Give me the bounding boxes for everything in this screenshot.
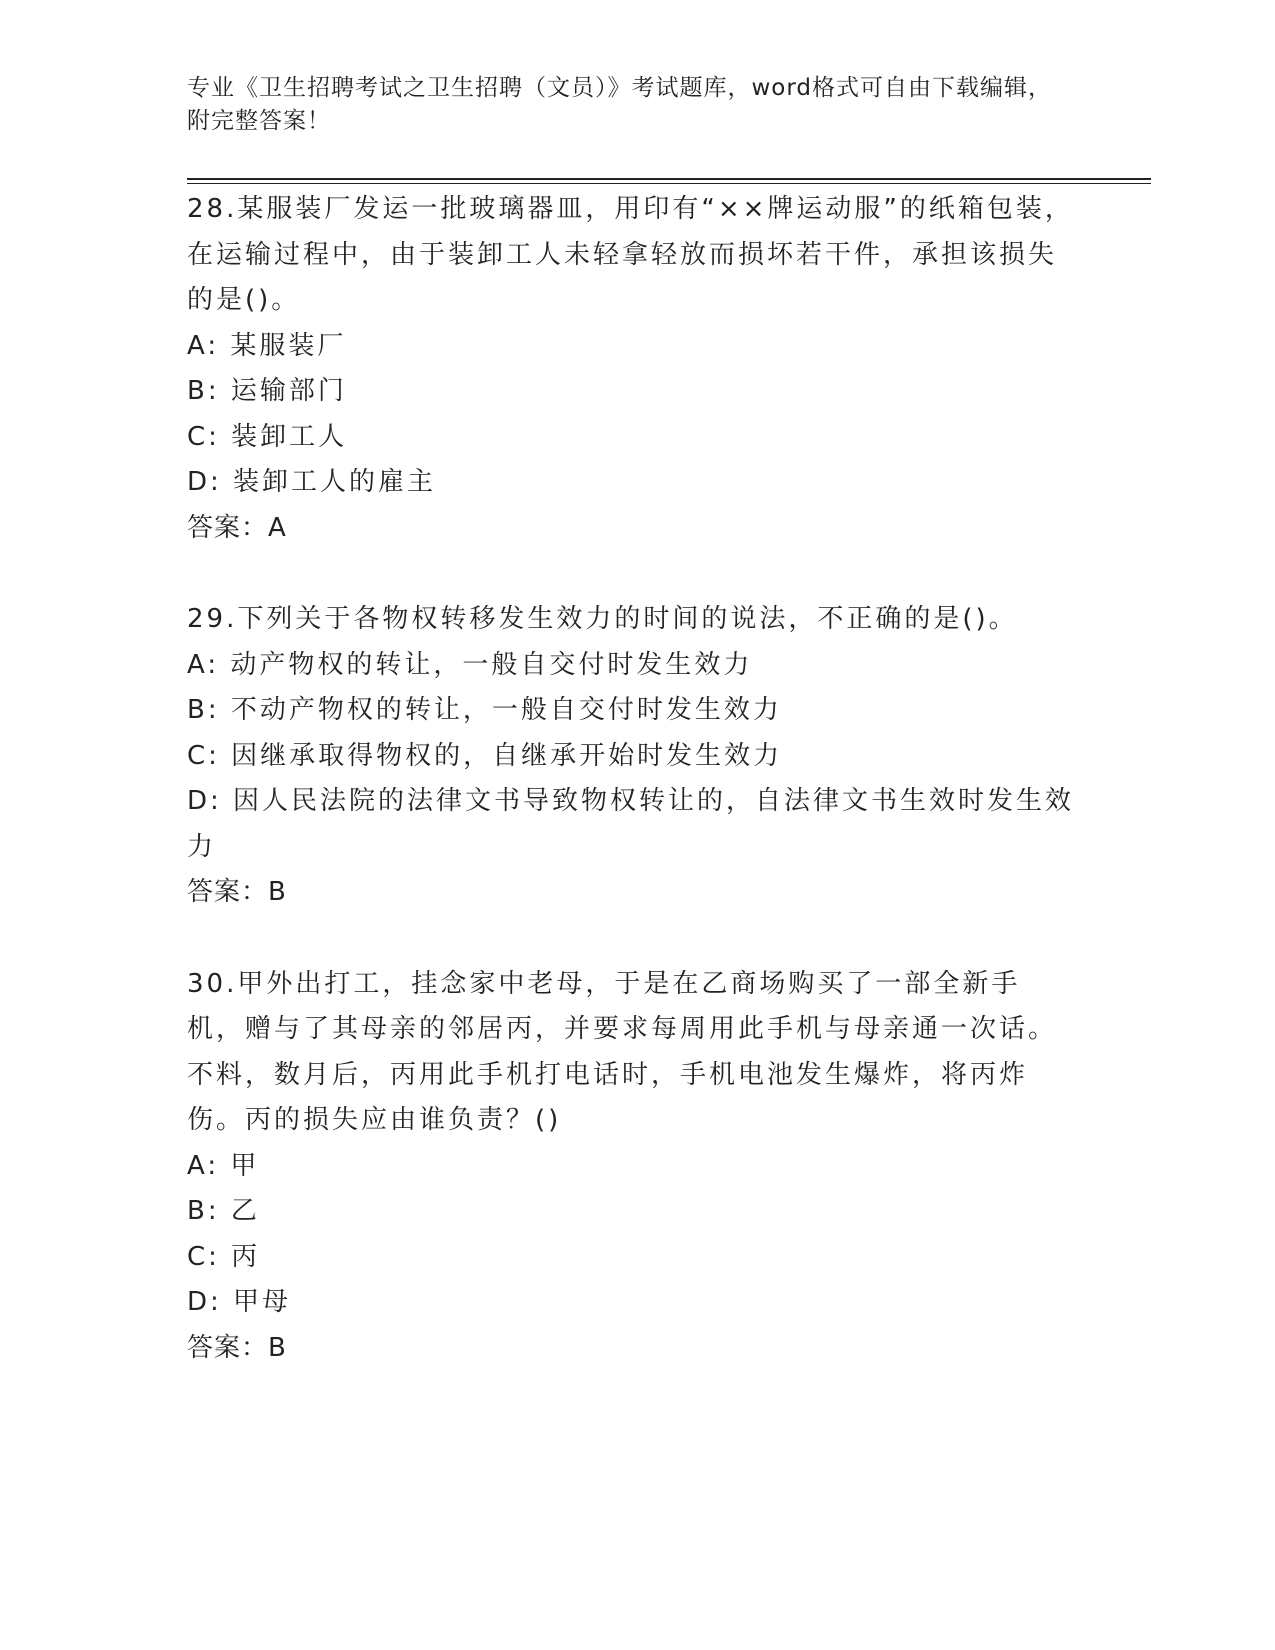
option-d: D: 甲母 [187, 1287, 292, 1317]
question-list [187, 187, 1077, 1417]
question-text: 29.下列关于各物权转移发生效力的时间的说法，不正确的是()。 [187, 604, 1018, 634]
option-a: A: 某服装厂 [187, 330, 347, 361]
question-30 [187, 962, 1077, 1372]
option-c: C: 丙 [187, 1241, 261, 1272]
option-c: C: 装卸工人 [187, 421, 348, 452]
option-b: B: 乙 [187, 1196, 260, 1226]
document-header: 专业《卫生招聘考试之卫生招聘（文员）》考试题库，word格式可自由下载编辑，附完整答案！ [187, 75, 1053, 134]
question-28 [187, 187, 1077, 551]
option-d: D: 装卸工人的雇主 [187, 467, 437, 497]
option-a: A: 动产物权的转让，一般自交付时发生效力 [187, 649, 753, 680]
option-a: A: 甲 [187, 1150, 260, 1181]
option-b: B: 运输部门 [187, 376, 347, 406]
header-divider-thin [187, 183, 1151, 184]
question-text: 30.甲外出打工，挂念家中老母，于是在乙商场购买了一部全新手机，赠与了其母亲的邻居丙，并要求每周用此手机与母亲通一次话。不料，数月后，丙用此手机打电话时，手机电池发生爆炸，将丙炸伤。丙的损失应由谁负责？() [187, 968, 1058, 1135]
answer: 答案：A [187, 512, 287, 543]
question-text: 28.某服装厂发运一批玻璃器皿，用印有“××牌运动服”的纸箱包装，在运输过程中，由于装卸工人未轻拿轻放而损坏若干件，承担该损失的是()。 [187, 194, 1074, 315]
header-divider-thick [187, 178, 1151, 180]
answer: 答案：B [187, 1332, 287, 1363]
option-d: D: 因人民法院的法律文书导致物权转让的，自法律文书生效时发生效力 [187, 786, 1075, 862]
option-b: B: 不动产物权的转让，一般自交付时发生效力 [187, 695, 782, 725]
question-29 [187, 597, 1077, 916]
answer: 答案：B [187, 877, 287, 907]
option-c: C: 因继承取得物权的，自继承开始时发生效力 [187, 740, 783, 771]
